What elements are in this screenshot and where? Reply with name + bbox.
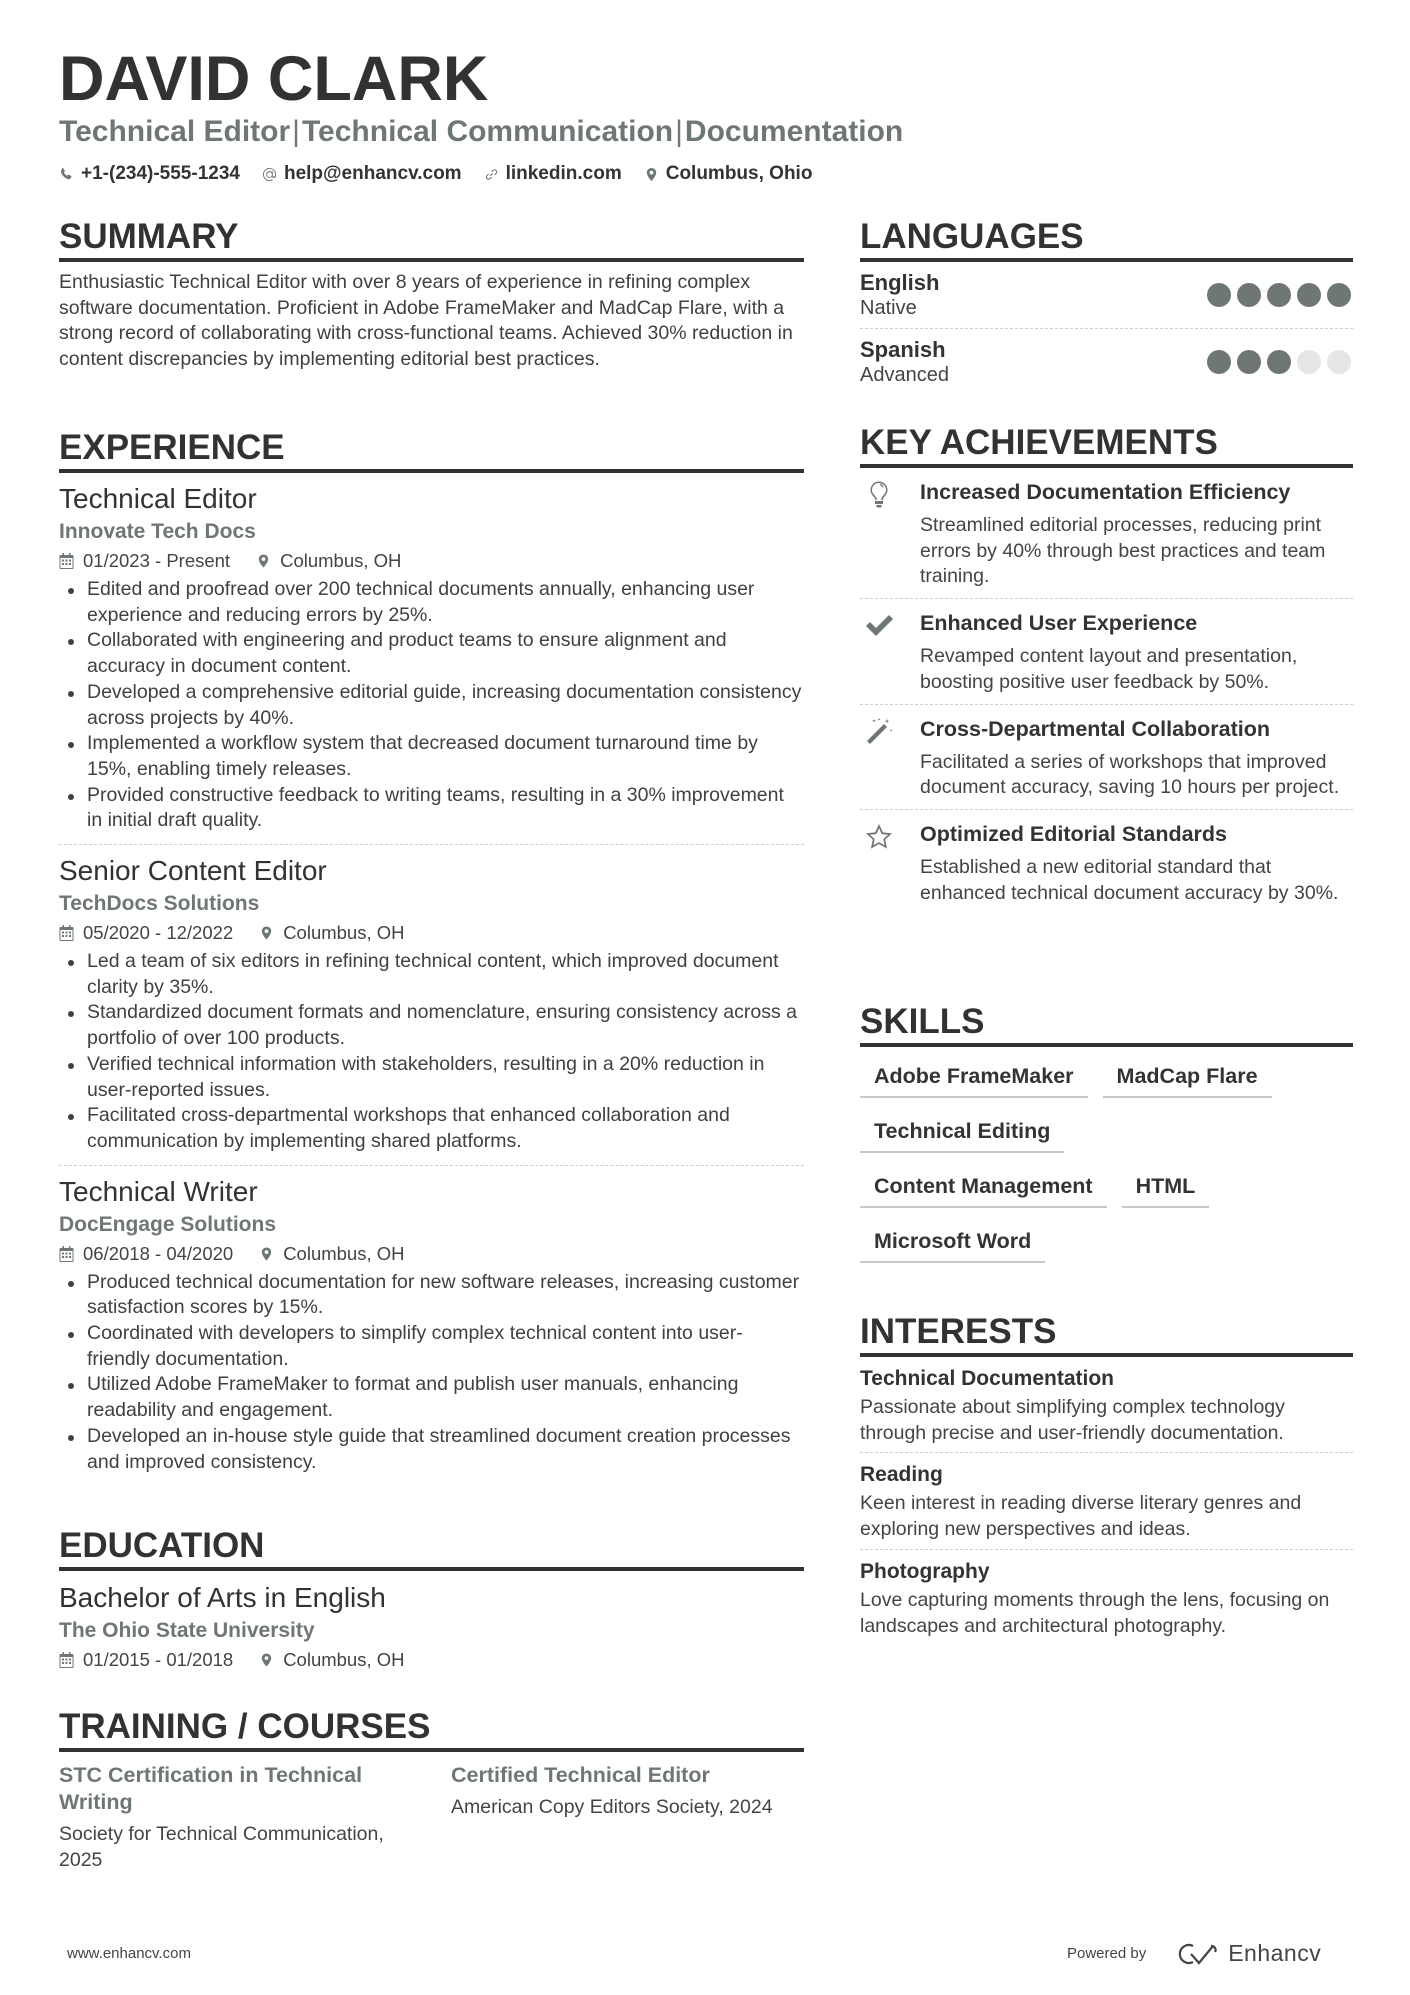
- enhancv-logo-icon: [1174, 1941, 1220, 1967]
- course-item: [451, 1762, 801, 1873]
- language-level: Advanced: [860, 364, 949, 386]
- at-icon: [262, 167, 277, 182]
- section-heading: KEY ACHIEVEMENTS: [860, 422, 1353, 468]
- skill-tag: MadCap Flare: [1103, 1053, 1272, 1098]
- job-dates: 06/2018 - 04/2020: [83, 1242, 234, 1264]
- training-section: [59, 1706, 804, 1873]
- achievement-title: Enhanced User Experience: [920, 611, 1198, 636]
- footer-powered-by: [1067, 1940, 1321, 1967]
- email-address: help@enhancv.com: [283, 163, 462, 184]
- section-heading: EXPERIENCE: [59, 427, 804, 473]
- brand-name: Enhancv: [1228, 1940, 1322, 1966]
- skills-section: [860, 1001, 1353, 1273]
- location-pin-icon: [259, 1652, 274, 1668]
- education-location: Columbus, OH: [283, 1649, 405, 1670]
- bullet-item: Implemented a workflow system that decreased document turnaround time by 15%, enabling timely releases.: [59, 731, 804, 782]
- education-section: [59, 1525, 804, 1674]
- proficiency-dot-filled: [1297, 283, 1321, 307]
- candidate-headline: [59, 112, 1359, 152]
- section-heading: SKILLS: [860, 1001, 1353, 1047]
- interest-title: Technical Documentation: [860, 1367, 1114, 1390]
- contact-bar: [59, 161, 1359, 187]
- achievement-description: Revamped content layout and presentation, boosting positive user feedback by 50%.: [920, 645, 1298, 693]
- job-entry: [59, 1166, 804, 1486]
- company-name: DocEngage Solutions: [59, 1212, 277, 1236]
- proficiency-dots: [1207, 350, 1351, 374]
- contact-location: [644, 161, 813, 187]
- section-heading: SUMMARY: [59, 216, 804, 262]
- proficiency-dot-filled: [1267, 350, 1291, 374]
- interests-section: [860, 1311, 1353, 1645]
- course-list: [59, 1762, 804, 1873]
- education-meta: [59, 1646, 804, 1674]
- language-level: Native: [860, 297, 917, 319]
- bullet-item: Verified technical information with stakeholders, resulting in a 20% reduction in user-reported issues.: [59, 1052, 804, 1103]
- proficiency-dot-filled: [1207, 283, 1231, 307]
- experience-section: [59, 427, 804, 1485]
- bullet-item: Coordinated with developers to simplify complex technical content into user-friendly documentation.: [59, 1321, 804, 1372]
- language-name: English: [860, 270, 940, 295]
- achievement-description: Facilitated a series of workshops that improved document accuracy, saving 10 hours per project.: [920, 750, 1340, 799]
- job-dates: 01/2023 - Present: [83, 550, 231, 571]
- bullet-item: Edited and proofread over 200 technical documents annually, enhancing user experience and reducing errors by 25%.: [59, 577, 804, 628]
- achievements-section: [860, 422, 1353, 914]
- achievement-item: [860, 599, 1353, 704]
- skill-tag: Adobe FrameMaker: [860, 1053, 1088, 1098]
- bullet-item: Produced technical documentation for new software releases, increasing customer satisfaction scores by 15%.: [59, 1270, 804, 1321]
- location-pin-icon: [259, 1246, 274, 1262]
- language-item: [860, 329, 1353, 395]
- education-entry: [59, 1571, 804, 1674]
- skill-tag: HTML: [1122, 1163, 1210, 1208]
- headline-part: Technical Communication: [301, 115, 674, 148]
- calendar-icon: [59, 553, 74, 569]
- job-dates: 05/2020 - 12/2022: [83, 922, 234, 944]
- link-icon: [484, 167, 499, 182]
- proficiency-dot-filled: [1327, 283, 1351, 307]
- achievement-item: [860, 705, 1353, 810]
- job-meta: [59, 547, 804, 575]
- powered-by-label: Powered by: [1067, 1945, 1147, 1962]
- interest-item: [860, 1357, 1353, 1453]
- course-title: STC Certification in Technical Writing: [59, 1763, 363, 1814]
- job-meta: [59, 1240, 804, 1268]
- job-meta: [59, 919, 804, 947]
- summary-section: [59, 216, 804, 373]
- interest-title: Photography: [860, 1559, 990, 1583]
- education-dates: 01/2015 - 01/2018: [83, 1649, 234, 1670]
- course-provider: American Copy Editors Society, 2024: [451, 1796, 773, 1818]
- language-item: [860, 262, 1353, 329]
- phone-icon: [59, 167, 74, 182]
- job-bullets: [59, 1270, 804, 1476]
- footer-website[interactable]: www.enhancv.com: [67, 1945, 191, 1962]
- section-heading: EDUCATION: [59, 1525, 804, 1571]
- job-bullets: [59, 577, 804, 834]
- magic-wand-icon: [864, 717, 894, 747]
- bullet-item: Facilitated cross-departmental workshops that enhanced collaboration and communication by implementing shared platforms.: [59, 1103, 804, 1154]
- headline-separator: |: [292, 115, 300, 148]
- achievement-title: Increased Documentation Efficiency: [920, 480, 1291, 504]
- interest-item: [860, 1550, 1353, 1645]
- school-name: The Ohio State University: [59, 1619, 315, 1642]
- phone-number: +1-(234)-555-1234: [81, 163, 240, 184]
- calendar-icon: [59, 1652, 74, 1668]
- skill-tag: Microsoft Word: [860, 1218, 1045, 1263]
- job-location: Columbus, OH: [280, 550, 402, 571]
- company-name: TechDocs Solutions: [59, 892, 260, 916]
- interest-description: Passionate about simplifying complex technology through precise and user-friendly documentation.: [860, 1396, 1285, 1444]
- checkmark-icon: [864, 611, 894, 641]
- proficiency-dot-empty: [1297, 350, 1321, 374]
- degree: Bachelor of Arts in English: [59, 1582, 386, 1613]
- interest-title: Reading: [860, 1463, 943, 1487]
- proficiency-dot-empty: [1327, 350, 1351, 374]
- bullet-item: Developed a comprehensive editorial guide, increasing documentation consistency across projects by 40%.: [59, 680, 804, 731]
- section-heading: INTERESTS: [860, 1311, 1353, 1357]
- lightbulb-icon: [864, 480, 894, 510]
- achievement-item: [860, 468, 1353, 599]
- bullet-item: Led a team of six editors in refining technical content, which improved document clarity by 35%.: [59, 949, 804, 1000]
- location-pin-icon: [256, 553, 271, 569]
- course-title: Certified Technical Editor: [451, 1763, 710, 1787]
- calendar-icon: [59, 1246, 74, 1262]
- bullet-item: Standardized document formats and nomenclature, ensuring consistency across a portfolio of over 100 products.: [59, 1000, 804, 1051]
- skill-list: [860, 1053, 1340, 1273]
- achievement-description: Streamlined editorial processes, reducing print errors by 40% through best practices and team training.: [920, 514, 1326, 588]
- course-item: [59, 1762, 451, 1873]
- job-bullets: [59, 949, 804, 1155]
- achievement-description: Established a new editorial standard that enhanced technical document accuracy by 30%.: [920, 855, 1339, 904]
- contact-linkedin[interactable]: [484, 161, 622, 187]
- location-text: Columbus, Ohio: [665, 163, 813, 184]
- interest-item: [860, 1453, 1353, 1549]
- brand-logo[interactable]: [1174, 1940, 1321, 1967]
- job-title: Senior Content Editor: [59, 855, 327, 887]
- bullet-item: Utilized Adobe FrameMaker to format and publish user manuals, enhancing readability and engagement.: [59, 1372, 804, 1423]
- language-name: Spanish: [860, 337, 946, 362]
- calendar-icon: [59, 925, 74, 941]
- contact-email[interactable]: [262, 161, 462, 187]
- bullet-item: Collaborated with engineering and product teams to ensure alignment and accuracy in document content.: [59, 628, 804, 679]
- section-heading: LANGUAGES: [860, 216, 1353, 262]
- summary-text: Enthusiastic Technical Editor with over 8 years of experience in refining complex software documentation. Proficient in Adobe FrameMaker and MadCap Flare, with a strong record of collaborating with cross-functional teams. Achieved 30% reduction in content discrepancies by implementing editorial best practices.: [59, 271, 793, 371]
- job-title: Technical Writer: [59, 1175, 258, 1207]
- languages-section: [860, 216, 1353, 395]
- proficiency-dot-filled: [1267, 283, 1291, 307]
- achievement-item: [860, 810, 1353, 914]
- achievement-title: Optimized Editorial Standards: [920, 821, 1228, 846]
- proficiency-dot-filled: [1207, 350, 1231, 374]
- headline-part: Documentation: [684, 115, 904, 148]
- headline-separator: |: [675, 115, 683, 148]
- location-pin-icon: [644, 167, 659, 182]
- proficiency-dots: [1207, 283, 1351, 307]
- bullet-item: Provided constructive feedback to writing teams, resulting in a 30% improvement in initial draft quality.: [59, 783, 804, 834]
- skill-tag: Technical Editing: [860, 1108, 1064, 1153]
- headline-part: Technical Editor: [59, 115, 291, 148]
- proficiency-dot-filled: [1237, 283, 1261, 307]
- job-location: Columbus, OH: [283, 922, 405, 944]
- job-location: Columbus, OH: [283, 1242, 405, 1264]
- interest-description: Keen interest in reading diverse literary genres and exploring new perspectives and ideas.: [860, 1492, 1302, 1541]
- interest-description: Love capturing moments through the lens, focusing on landscapes and architectural photography.: [860, 1588, 1330, 1637]
- skill-tag: Content Management: [860, 1163, 1107, 1208]
- candidate-name: DAVID CLARK: [59, 44, 489, 114]
- location-pin-icon: [259, 925, 274, 941]
- bullet-item: Developed an in-house style guide that streamlined document creation processes and improved consistency.: [59, 1424, 804, 1475]
- company-name: Innovate Tech Docs: [59, 520, 256, 543]
- job-entry: [59, 845, 804, 1166]
- job-title: Technical Editor: [59, 483, 257, 514]
- course-provider: Society for Technical Communication, 2025: [59, 1823, 384, 1871]
- linkedin-link: linkedin.com: [505, 163, 622, 184]
- job-entry: [59, 473, 804, 845]
- achievement-title: Cross-Departmental Collaboration: [920, 716, 1271, 741]
- resume-header: [59, 44, 1359, 187]
- star-icon: [864, 822, 894, 852]
- contact-phone[interactable]: [59, 161, 240, 187]
- section-heading: TRAINING / COURSES: [59, 1706, 804, 1752]
- proficiency-dot-filled: [1237, 350, 1261, 374]
